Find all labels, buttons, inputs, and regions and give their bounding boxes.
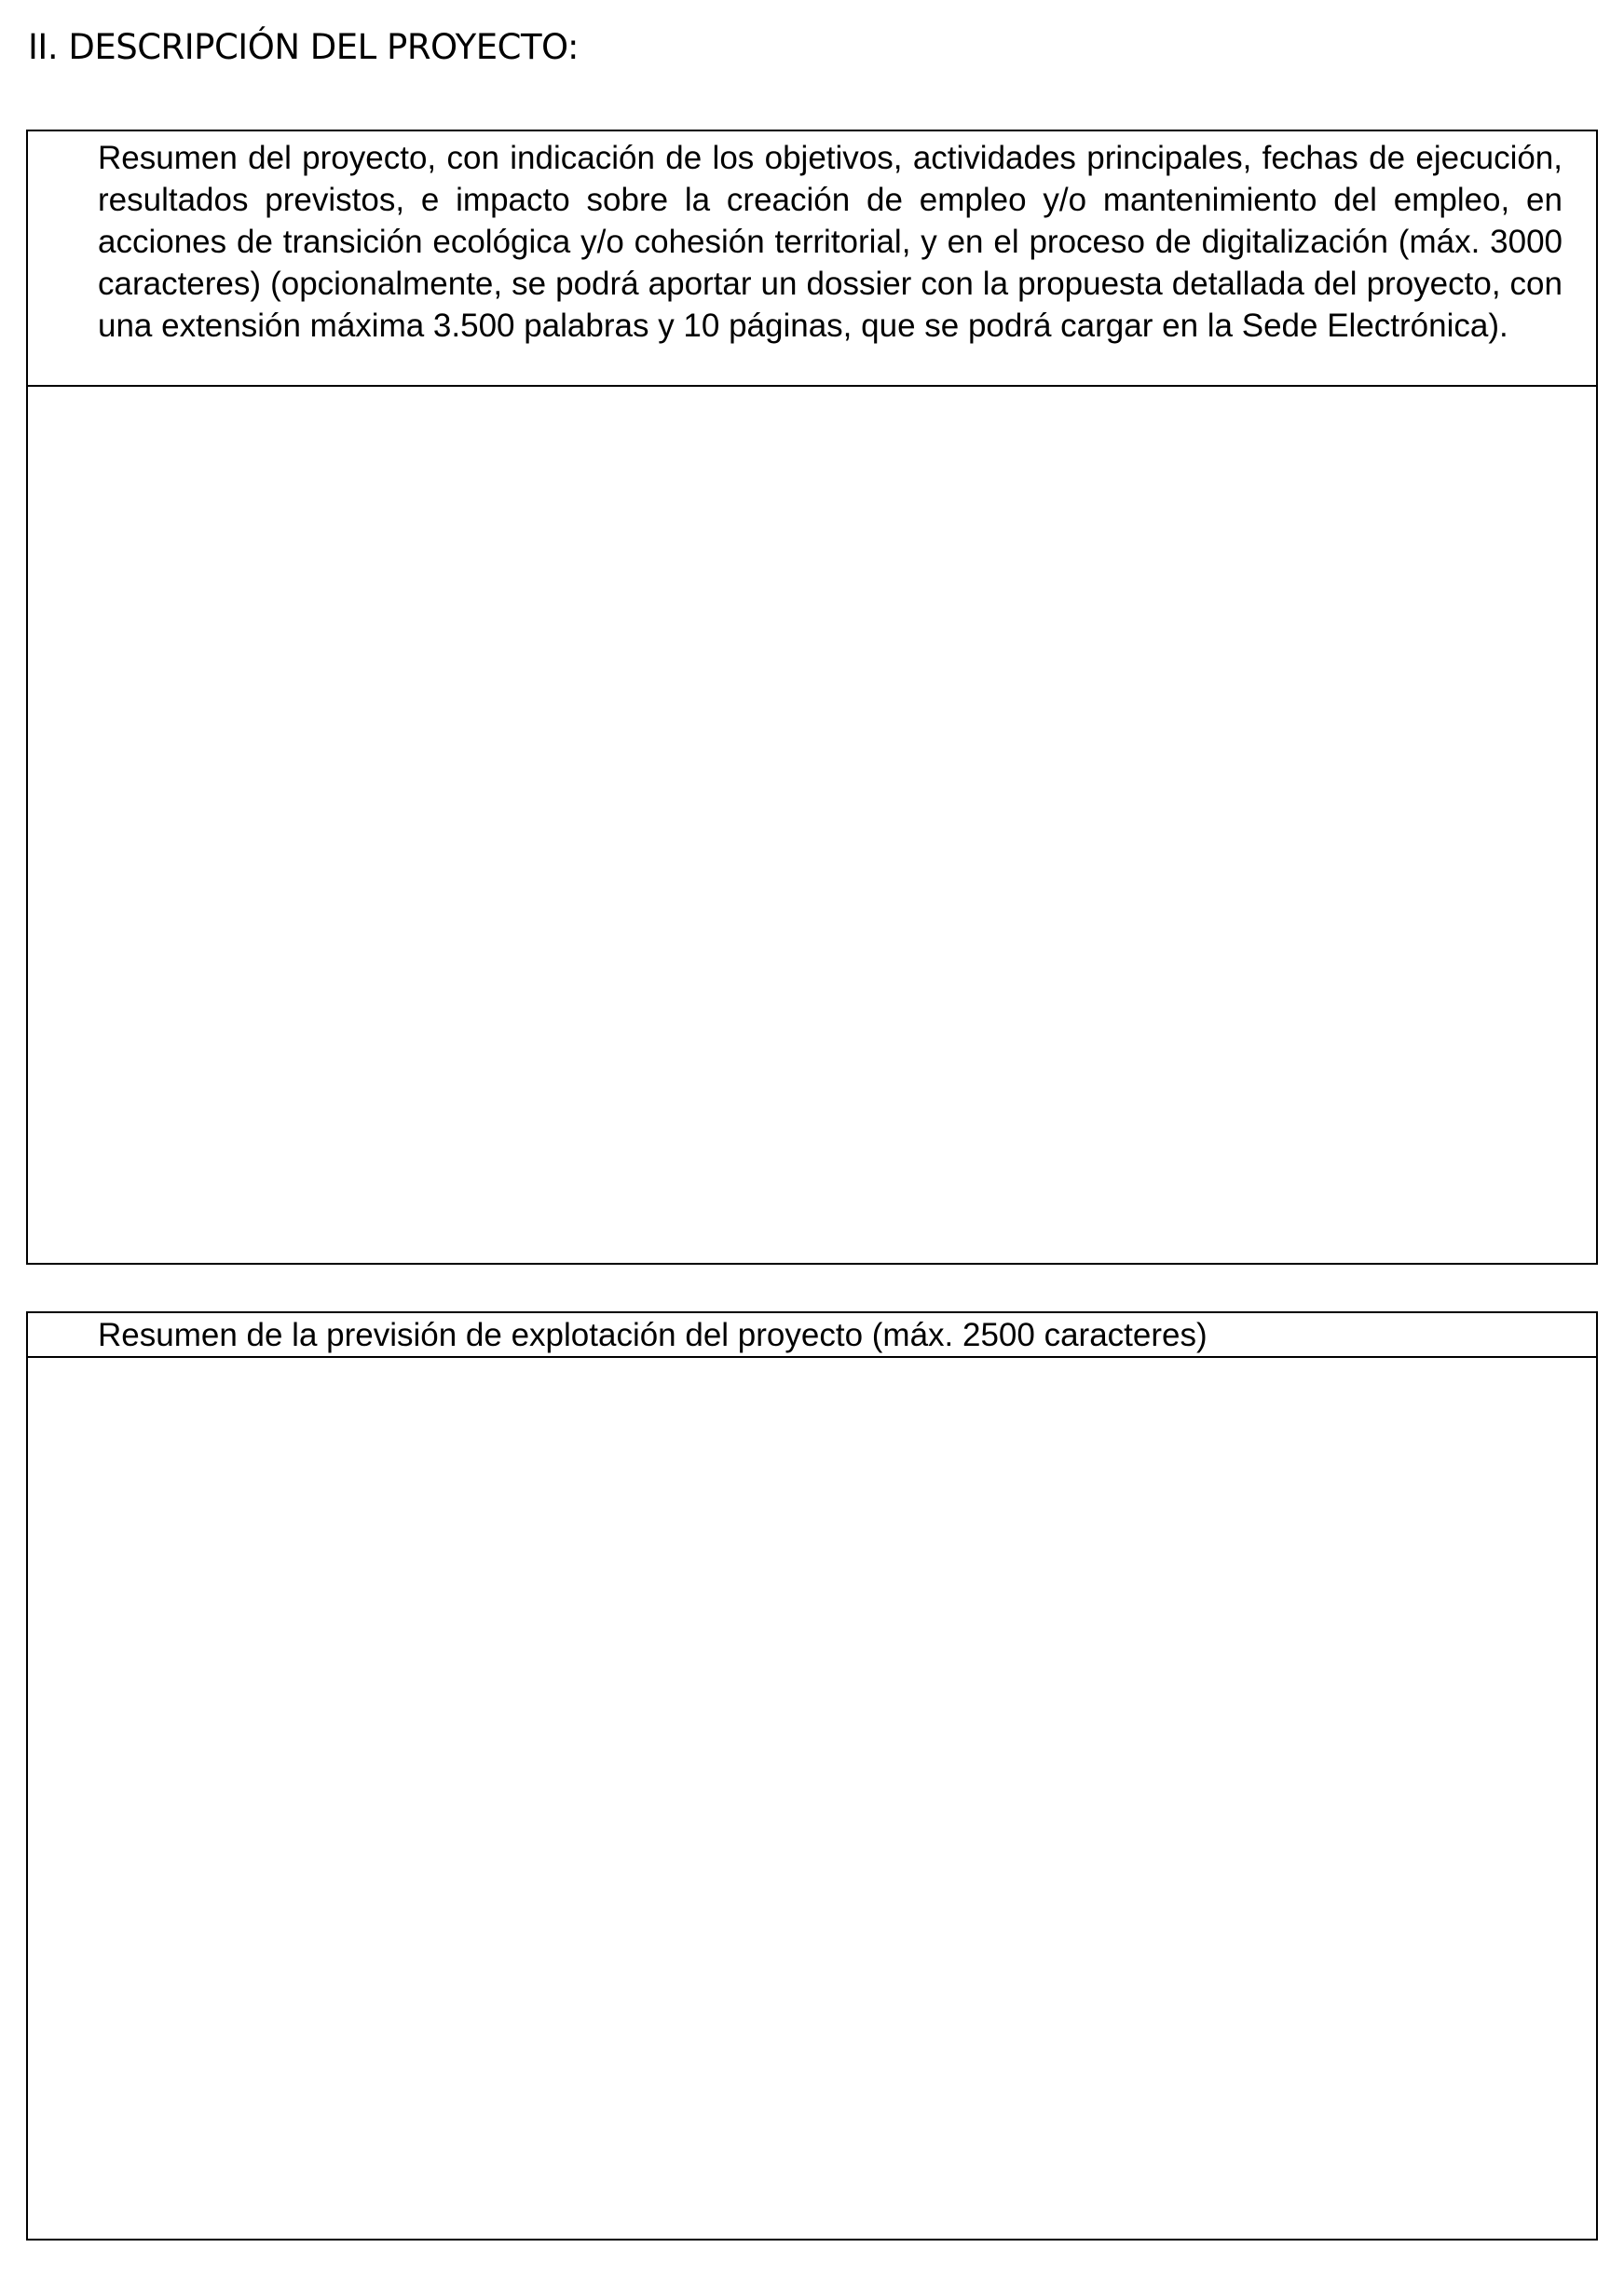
project-summary-box [26,130,1598,1265]
operation-forecast-input[interactable] [28,1358,1596,2239]
section-title: II. DESCRIPCIÓN DEL PROYECTO: [28,27,579,67]
operation-forecast-box [26,1311,1598,2241]
operation-forecast-prompt-cell [28,1313,1596,1358]
operation-forecast-prompt: Resumen de la previsión de explotación del proyecto (máx. 2500 caracteres) [98,1317,1208,1353]
project-summary-input[interactable] [28,387,1596,1263]
project-summary-prompt: Resumen del proyecto, con indicación de los objetivos, actividades principales, fechas de ejecución, resultados previstos, e impacto sobre la creación de empleo y/o mantenimiento del empleo, en acciones de transición ecológica y/o cohesión territorial, y en el proceso de digitalización (máx. 3000 caracteres) (opcionalmente, se podrá aportar un dossier con la propuesta detallada del proyecto, con una extensión máxima 3.500 palabras y 10 páginas, que se podrá cargar en la Sede Electrónica). [98,140,1563,344]
project-summary-prompt-cell [28,131,1596,387]
